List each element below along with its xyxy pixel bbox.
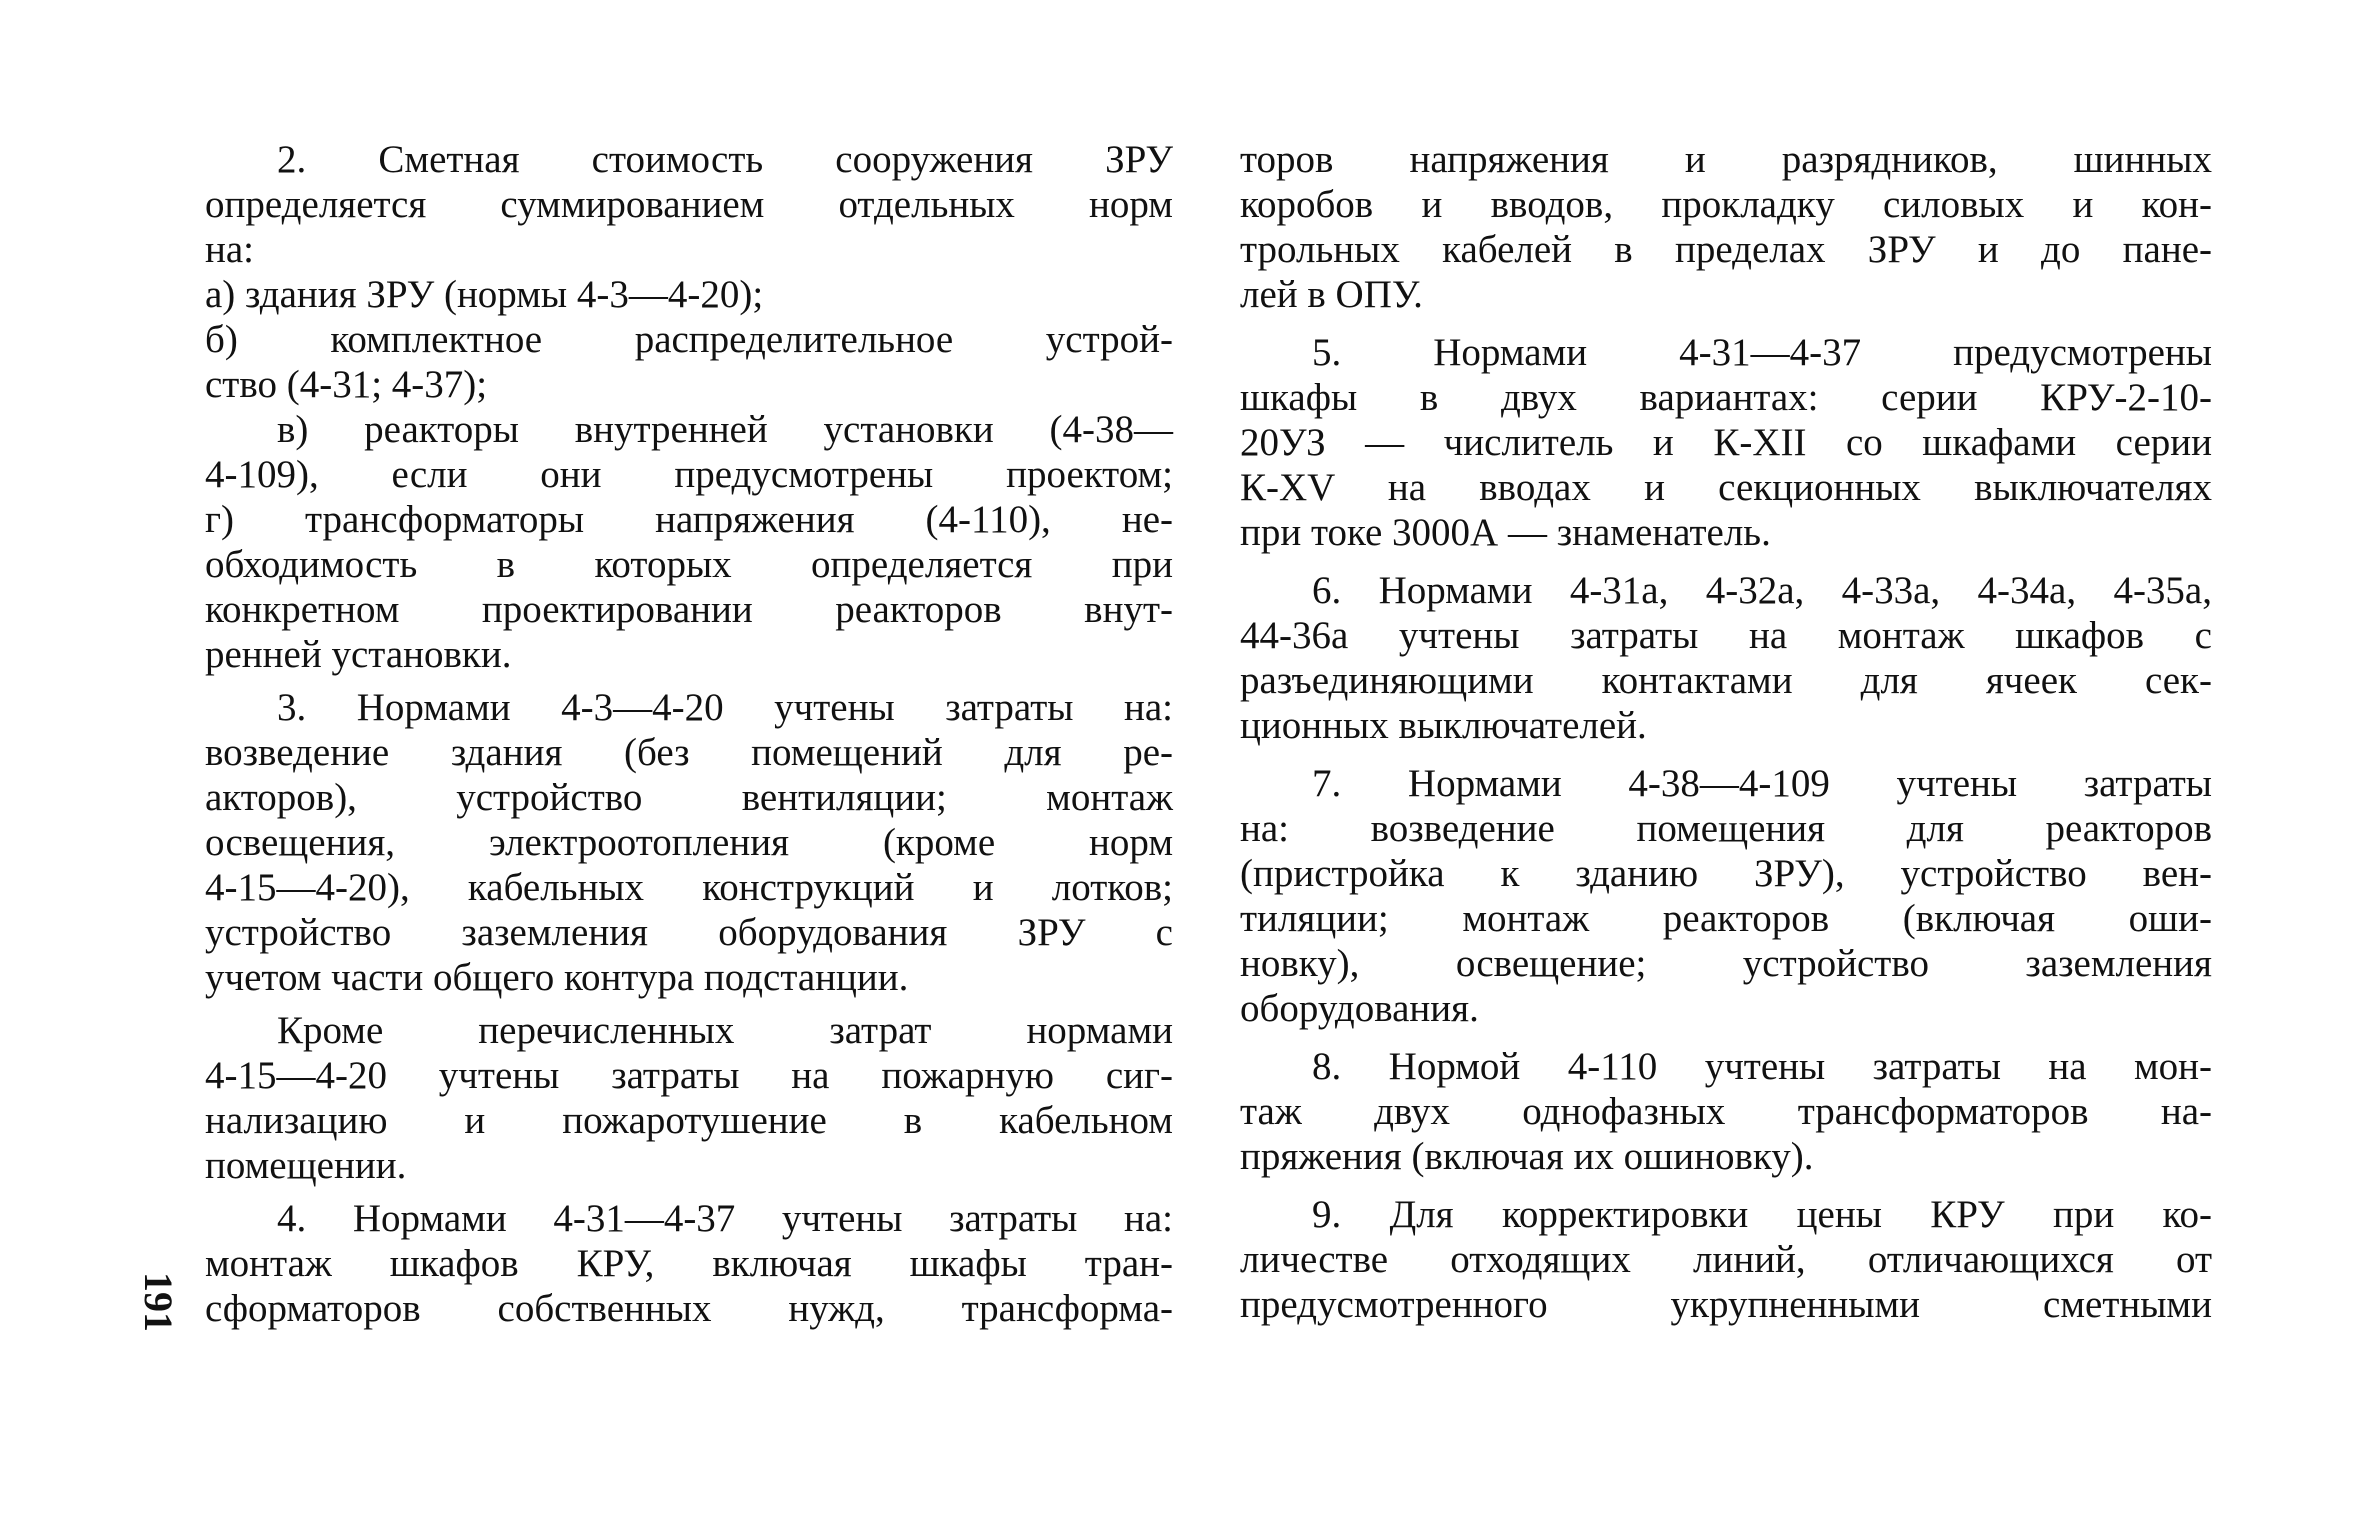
text-line: 44-36а учтены затраты на монтаж шкафов с xyxy=(1240,614,2212,657)
paragraph xyxy=(205,1196,1173,1331)
text-line: б) комплектное распределительное устрой- xyxy=(205,318,1173,361)
text-line: пряжения (включая их ошиновку). xyxy=(1240,1135,1814,1178)
text-line: коробов и вводов, прокладку силовых и кон- xyxy=(1240,183,2212,226)
text-line: обходимость в которых определяется при xyxy=(205,543,1173,586)
text-line: определяется суммированием отдельных норм xyxy=(205,183,1173,226)
text-line: новку), освещение; устройство заземления xyxy=(1240,942,2212,985)
text-line: 7. Нормами 4-38—4-109 учтены затраты xyxy=(1312,762,2212,805)
text-line: 4. Нормами 4-31—4-37 учтены затраты на: xyxy=(277,1197,1173,1240)
text-line: (пристройка к зданию ЗРУ), устройство вен- xyxy=(1240,852,2212,895)
text-line: 5. Нормами 4-31—4-37 предусмотрены xyxy=(1312,331,2212,374)
text-line: учетом части общего контура подстанции. xyxy=(205,956,909,999)
text-line: 9. Для корректировки цены КРУ при ко- xyxy=(1312,1193,2212,1236)
text-line: разъединяющими контактами для ячеек сек- xyxy=(1240,659,2212,702)
left-text-column xyxy=(205,137,1173,1331)
paragraph xyxy=(205,317,1173,407)
text-line: тиляции; монтаж реакторов (включая оши- xyxy=(1240,897,2212,940)
text-line: монтаж шкафов КРУ, включая шкафы тран- xyxy=(205,1242,1173,1285)
text-line: при токе 3000А — знаменатель. xyxy=(1240,511,1771,554)
text-line: устройство заземления оборудования ЗРУ с xyxy=(205,911,1173,954)
text-line: шкафы в двух вариантах: серии КРУ-2-10- xyxy=(1240,376,2212,419)
paragraph xyxy=(205,1008,1173,1188)
text-line: таж двух однофазных трансформаторов на- xyxy=(1240,1090,2212,1133)
text-line: трольных кабелей в пределах ЗРУ и до пане- xyxy=(1240,228,2212,271)
text-line: Кроме перечисленных затрат нормами xyxy=(277,1009,1173,1052)
paragraph xyxy=(1240,568,2212,748)
text-line: а) здания ЗРУ (нормы 4-3—4-20); xyxy=(205,273,764,316)
paragraph xyxy=(1240,1192,2212,1327)
text-line: оборудования. xyxy=(1240,987,1479,1030)
text-line: 3. Нормами 4-3—4-20 учтены затраты на: xyxy=(277,686,1173,729)
text-line: на: возведение помещения для реакторов xyxy=(1240,807,2212,850)
text-line: помещении. xyxy=(205,1144,407,1187)
text-line: торов напряжения и разрядников, шинных xyxy=(1240,138,2212,181)
text-line: предусмотренного укрупненными сметными xyxy=(1240,1283,2212,1326)
text-line: в) реакторы внутренней установки (4-38— xyxy=(277,408,1173,451)
text-line: освещения, электроотопления (кроме норм xyxy=(205,821,1173,864)
paragraph xyxy=(1240,330,2212,555)
text-line: конкретном проектировании реакторов внут- xyxy=(205,588,1173,631)
text-line: лей в ОПУ. xyxy=(1240,273,1423,316)
paragraph xyxy=(205,685,1173,1000)
text-line: ство (4-31; 4-37); xyxy=(205,363,488,406)
page-number: 191 xyxy=(136,1272,181,1332)
right-text-column xyxy=(1240,137,2212,1327)
text-line: 20УЗ — числитель и К-XII со шкафами серии xyxy=(1240,421,2212,464)
paragraph xyxy=(1240,137,2212,317)
paragraph xyxy=(205,407,1173,677)
text-line: 4-109), если они предусмотрены проектом; xyxy=(205,453,1173,496)
paragraph xyxy=(205,137,1173,272)
text-line: возведение здания (без помещений для ре- xyxy=(205,731,1173,774)
paragraph xyxy=(1240,761,2212,1031)
text-line: 4-15—4-20), кабельных конструкций и лотков; xyxy=(205,866,1173,909)
text-line: ренней установки. xyxy=(205,633,512,676)
text-line: К-XV на вводах и секционных выключателях xyxy=(1240,466,2212,509)
paragraph xyxy=(205,272,1173,317)
text-line: 4-15—4-20 учтены затраты на пожарную сиг- xyxy=(205,1054,1173,1097)
text-line: ционных выключателей. xyxy=(1240,704,1647,747)
text-line: акторов), устройство вентиляции; монтаж xyxy=(205,776,1173,819)
text-line: 6. Нормами 4-31а, 4-32а, 4-33а, 4-34а, 4-35а, xyxy=(1312,569,2212,612)
text-line: 2. Сметная стоимость сооружения ЗРУ xyxy=(277,138,1173,181)
text-line: нализацию и пожаротушение в кабельном xyxy=(205,1099,1173,1142)
text-line: на: xyxy=(205,228,255,271)
text-line: сформаторов собственных нужд, трансформа- xyxy=(205,1287,1173,1330)
text-line: 8. Нормой 4-110 учтены затраты на мон- xyxy=(1312,1045,2212,1088)
paragraph xyxy=(1240,1044,2212,1179)
text-line: личестве отходящих линий, отличающихся от xyxy=(1240,1238,2212,1281)
text-line: г) трансформаторы напряжения (4-110), не- xyxy=(205,498,1173,541)
